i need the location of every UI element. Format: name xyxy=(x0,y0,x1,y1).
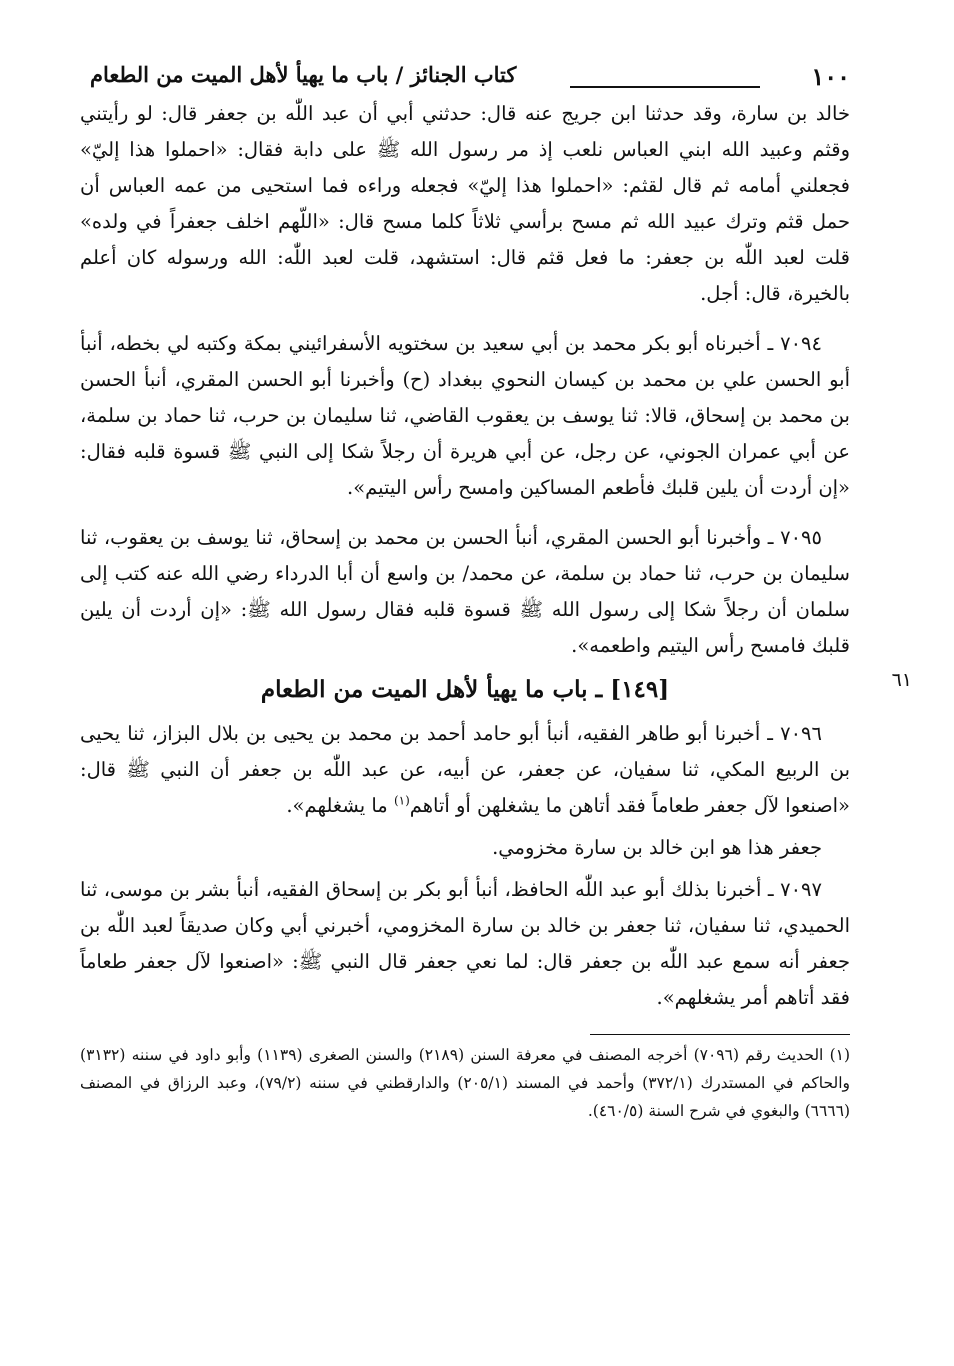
margin-manuscript-note: ٦١ xyxy=(891,669,912,691)
section-heading: [١٤٩] ـ باب ما يهيأ لأهل الميت من الطعام xyxy=(260,676,670,703)
intro-paragraph: خالد بن سارة، وقد حدثنا ابن جريج عنه قال: حدثني أبي أن عبد اللّٰه بن جعفر قال: لو رأيتني وقثم وعبيد الله ابني العباس نلعب إذ مر رسول الله ﷺ على دابة فقال: «احملوا هذا إليّ» فجعلني أمامه ثم قال لقثم: «احملوا هذا إليّ» فجعله وراءه فما استحيى من عمه العباس أن حمل قثم وترك عبيد الله ثم مسح برأسي ثلاثاً كلما مسح قال: «اللّهم اخلف جعفراً في ولده» قلت لعبد اللّٰه بن جعفر: ما فعل قثم قال: استشهد، قلت لعبد اللّٰه: الله ورسوله كان أعلم بالخيرة، قال: أجل. xyxy=(80,102,850,305)
header-rule xyxy=(570,86,760,88)
running-title: كتاب الجنائز / باب ما يهيأ لأهل الميت من الطعام xyxy=(90,62,517,87)
footnote-1: (١) الحديث رقم (٧٠٩٦) أخرجه المصنف في معرفة السنن (٢١٨٩) والسنن الصغرى (١١٣٩) وأبو داود في سننه (٣١٣٢) والحاكم في المستدرك (٣٧٢/١) وأحمد في المسند (٢٠٥/١) والدارقطني في سننه (٧٩/٢)، وعبد الرزاق في المصنف (٦٦٦٦) والبغوي في شرح السنة (٤٦٠/٥). xyxy=(80,1046,851,1120)
hadith-7097: ٧٠٩٧ ـ أخبرنا بذلك أبو عبد اللّٰه الحافظ، أنبأ أبو بكر بن إسحاق الفقيه، أنبأ بشر بن موسى، ثنا الحميدي، ثنا سفيان، ثنا جعفر بن خالد بن سارة المخزومي، أخبرني أبي وكان صديقاً لعبد اللّٰه بن جعفر أنه سمع عبد اللّٰه بن جعفر قال: لما نعي جعفر قال النبي ﷺ: «اصنعوا لآل جعفر طعاماً فقد أتاهم أمر يشغلهم». xyxy=(80,878,850,1009)
page-number: ١٠٠ xyxy=(811,62,850,91)
hadith-7096-text: ٧٠٩٦ ـ أخبرنا أبو طاهر الفقيه، أنبأ أبو حامد أحمد بن محمد بن يحيى بن بلال البزاز، ثنا يحيى بن الربيع المكي، ثنا سفيان، عن جعفر، عن أبيه، عن عبد اللّٰه بن جعفر أن النبي ﷺ قال: «اصنعوا لآل جعفر طعاماً فقد أتاهن ما يشغلهن أو أتاهم xyxy=(80,722,850,817)
hadith-7095: ٧٠٩٥ ـ وأخبرنا أبو الحسن المقري، أنبأ الحسن بن محمد بن إسحاق، ثنا يوسف بن يعقوب، ثنا سليمان بن حرب، ثنا حماد بن سلمة، عن محمد/ بن واسع أن أبا الدرداء رضي الله عنه كتب إلى سلمان أن رجلاً شكا إلى رسول الله ﷺ قسوة قلبه فقال رسول الله ﷺ: «إن أردت أن يلين قلبك فامسح رأس اليتيم واطعمه». xyxy=(80,526,850,657)
page-header xyxy=(80,52,850,96)
footnote-reference[interactable]: (١) xyxy=(393,793,410,808)
footnote-separator xyxy=(590,1034,850,1035)
hadith-7096 xyxy=(80,716,850,824)
main-text xyxy=(80,96,850,1016)
hadith-7094: ٧٠٩٤ ـ أخبرناه أبو بكر محمد بن أبي سعيد بن سختويه الأسفرائيني بمكة وكتبه لي بخطه، أنبأ أبو الحسن علي بن محمد بن كيسان النحوي ببغداد (ح) وأخبرنا أبو الحسن المقري، أنبأ الحسن بن محمد بن إسحاق، قالا: ثنا يوسف بن يعقوب القاضي، ثنا سليمان بن حرب، ثنا حماد بن سلمة، عن أبي عمران الجوني، عن رجل، عن أبي هريرة أن رجلاً شكا إلى النبي ﷺ قسوة قلبه فقال: «إن أردت أن يلين قلبك فأطعم المساكين وامسح رأس اليتيم». xyxy=(80,332,850,499)
commentary-jafar: جعفر هذا هو ابن خالد بن سارة مخزومي. xyxy=(492,836,822,859)
hadith-7096-end: ما يشغلهم». xyxy=(286,794,394,817)
book-page xyxy=(80,52,912,1125)
footnotes xyxy=(80,1041,850,1125)
